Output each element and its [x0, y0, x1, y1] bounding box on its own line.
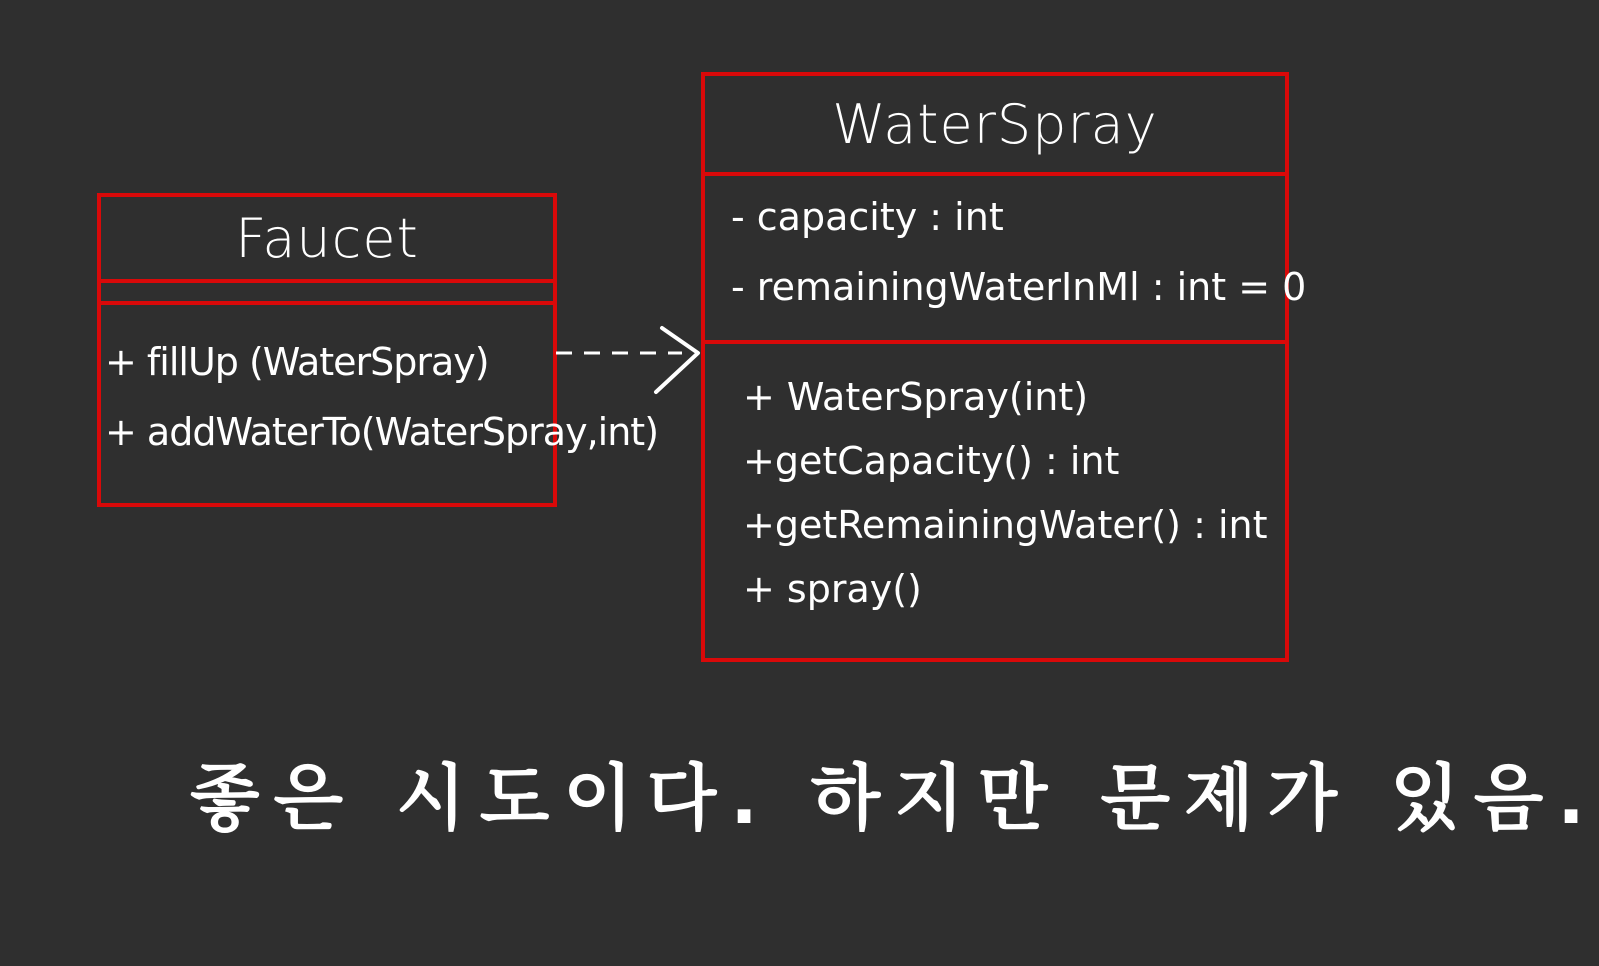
faucet-class-box [97, 193, 659, 507]
faucet-operations-section [101, 305, 659, 454]
waterspray-attribute-capacity: - capacity : int [731, 195, 1004, 239]
dependency-arrowhead [656, 328, 698, 392]
dependency-arrow [552, 320, 712, 400]
waterspray-operation-spray: + spray() [743, 567, 922, 611]
waterspray-attribute-remainingwater: - remainingWaterInMl : int = 0 [731, 265, 1307, 309]
waterspray-operation-getremainingwater: +getRemainingWater() : int [743, 503, 1268, 547]
faucet-class-name: Faucet [101, 197, 553, 283]
faucet-attributes-section [101, 283, 553, 305]
faucet-operation-fillup: + fillUp (WaterSpray) [105, 340, 489, 384]
waterspray-class-name: WaterSpray [705, 76, 1285, 176]
waterspray-class-box [701, 72, 1307, 662]
faucet-operation-addwaterto: + addWaterTo(WaterSpray,int) [105, 410, 659, 454]
waterspray-operations-section [705, 344, 1285, 611]
waterspray-attributes-section [705, 176, 1307, 344]
waterspray-operation-constructor: + WaterSpray(int) [743, 375, 1089, 419]
handwritten-caption: 좋은 시도이다. 하지만 문제가 있음. [190, 756, 1599, 840]
waterspray-operation-getcapacity: +getCapacity() : int [743, 439, 1120, 483]
